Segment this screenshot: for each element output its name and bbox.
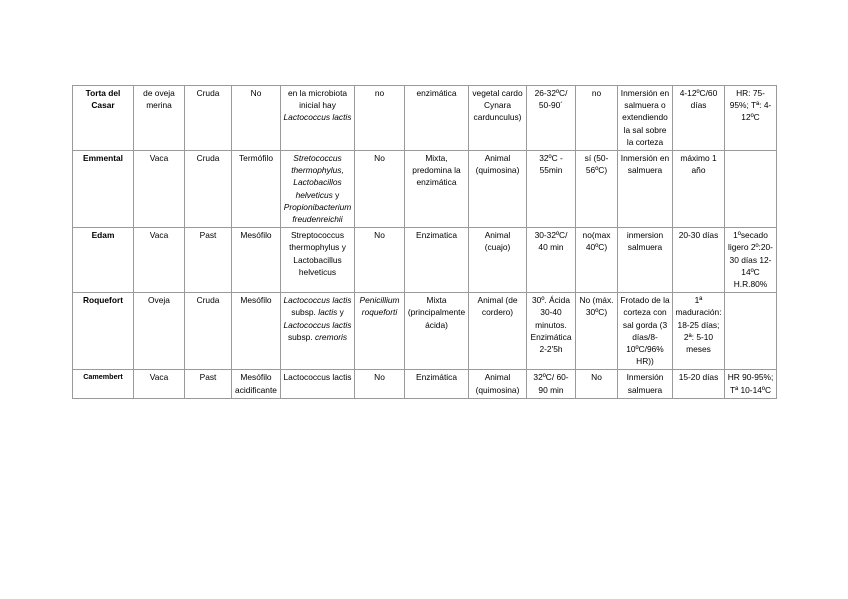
cell-text: HR: 75-95%; Tª: 4-12ºC xyxy=(729,88,772,123)
cell-rennet xyxy=(469,86,527,151)
cell-ripening-time xyxy=(673,293,725,370)
cell-text: Animal (de cordero) xyxy=(477,295,518,318)
cell-conditions xyxy=(725,370,777,398)
cell-text: Vaca xyxy=(149,230,169,241)
cell-text: Mesófilo acidificante xyxy=(235,372,277,395)
cell-text: inmersion salmuera xyxy=(626,230,664,253)
cell-mold xyxy=(355,86,405,151)
cell-text: Past xyxy=(199,372,217,383)
cell-mold xyxy=(355,228,405,293)
cell-text: 1ºsecado ligero 2º:20-30 días 12-14ºC H.R.80% xyxy=(728,230,773,290)
cell-cooking xyxy=(576,228,618,293)
microbiota-segment: en la microbiota inicial hay xyxy=(287,88,348,111)
cell-text: 26-32ºC/ 50-90´ xyxy=(534,88,568,111)
cell-conditions xyxy=(725,228,777,293)
microbiota-segment: subsp. xyxy=(287,331,315,342)
cell-mold xyxy=(355,151,405,228)
table-row xyxy=(73,370,777,398)
microbiota-segment: y xyxy=(332,189,340,200)
microbiota-segment: Lactococcus lactis xyxy=(283,112,352,123)
cell-text: 32ºC - 55min xyxy=(539,153,563,176)
cell-milk xyxy=(134,228,185,293)
cell-name xyxy=(73,151,134,228)
cell-cooking xyxy=(576,370,618,398)
cell-ripening-time xyxy=(673,228,725,293)
cell-name xyxy=(73,86,134,151)
cell-text: 30-32ºC/ 40 min xyxy=(534,230,568,253)
cell-text: 4-12ºC/60 días xyxy=(679,88,718,111)
cell-text: Vaca xyxy=(149,153,169,164)
cell-rennet xyxy=(469,151,527,228)
microbiota-segment: Lactococcus lactis xyxy=(283,295,352,306)
cell-starter xyxy=(232,370,281,398)
cell-text: no xyxy=(374,88,385,98)
cell-text: Oveja xyxy=(148,295,170,306)
cell-microbiota xyxy=(281,86,355,151)
cell-text: Edam xyxy=(91,230,115,241)
cell-text: 30º. Ácida 30-40 minutos. Enzimática 2-2'5h xyxy=(530,295,572,355)
cell-treatment xyxy=(185,228,232,293)
cell-text: sí (50-56ºC) xyxy=(584,153,609,176)
cell-temp-time xyxy=(527,151,576,228)
cell-text: enzimática xyxy=(416,88,457,98)
cell-conditions xyxy=(725,151,777,228)
cell-text: Mesófilo xyxy=(240,230,272,241)
cell-cooking xyxy=(576,151,618,228)
cell-text: 20-30 días xyxy=(678,230,719,241)
cell-coagulation xyxy=(405,370,469,398)
cell-text: Animal (quimosina) xyxy=(475,372,520,395)
cell-treatment xyxy=(185,151,232,228)
microbiota-segment: subsp. xyxy=(291,307,319,318)
cell-name xyxy=(73,228,134,293)
cell-text: no xyxy=(591,88,602,98)
cell-text: máximo 1 año xyxy=(680,153,717,176)
cell-rennet xyxy=(469,228,527,293)
cell-coagulation xyxy=(405,151,469,228)
table-row xyxy=(73,86,777,151)
cell-temp-time xyxy=(527,228,576,293)
cell-rennet xyxy=(469,370,527,398)
table-row xyxy=(73,228,777,293)
microbiota-segment: Streptococcus thermophylus y Lactobacillus helveticus xyxy=(289,230,346,277)
cell-text: 32ºC/ 60-90 min xyxy=(533,372,569,395)
cell-text: Termófilo xyxy=(239,153,273,164)
cell-text: Enzimática xyxy=(416,372,457,383)
cell-microbiota xyxy=(281,151,355,228)
cell-text: no(max 40ºC) xyxy=(582,230,611,253)
microbiota-segment: y xyxy=(337,307,344,318)
cell-rennet xyxy=(469,293,527,370)
cell-text: Past xyxy=(199,230,217,241)
cell-text: Mesófilo xyxy=(240,295,272,306)
cell-conditions xyxy=(725,86,777,151)
cell-name xyxy=(73,293,134,370)
cell-starter xyxy=(232,151,281,228)
microbiota-segment: Lactococcus lactis xyxy=(283,372,352,383)
cell-treatment xyxy=(185,86,232,151)
cell-text: Frotado de la corteza con sal gorda (3 días/8-10ºC/96% HR)) xyxy=(620,295,670,367)
cheese-comparison-table xyxy=(72,85,777,399)
cell-text: Inmersión salmuera xyxy=(626,372,664,395)
microbiota-segment: Propionibacterium freudenreichii xyxy=(283,201,352,225)
cell-text: Vaca xyxy=(149,372,169,383)
cell-salting xyxy=(618,370,673,398)
cell-milk xyxy=(134,293,185,370)
cell-text: No xyxy=(374,372,385,383)
cell-coagulation xyxy=(405,86,469,151)
cell-text: No (máx. 30ºC) xyxy=(579,295,614,318)
cell-text: Cruda xyxy=(196,153,220,164)
cell-text: Torta del Casar xyxy=(85,88,121,111)
cell-text: 1ª maduración: 18-25 días; 2ª: 5-10 meses xyxy=(675,295,722,355)
cell-text: Cruda xyxy=(196,295,220,306)
cell-temp-time xyxy=(527,370,576,398)
cell-cooking xyxy=(576,86,618,151)
cell-salting xyxy=(618,293,673,370)
cell-text: Mixta (principalmente ácida) xyxy=(407,295,466,330)
cell-text: No xyxy=(374,153,385,164)
cell-milk xyxy=(134,86,185,151)
cell-text: Mixta, predomina la enzimática xyxy=(412,153,461,188)
cell-treatment xyxy=(185,293,232,370)
cell-text: No xyxy=(250,88,262,98)
cell-mold xyxy=(355,293,405,370)
microbiota-segment: lactis xyxy=(318,307,338,318)
cell-text: Cruda xyxy=(196,88,220,98)
cell-starter xyxy=(232,228,281,293)
microbiota-segment: Lactococcus lactis xyxy=(283,319,352,330)
cell-text: Roquefort xyxy=(82,295,123,306)
cell-microbiota xyxy=(281,293,355,370)
cell-conditions xyxy=(725,293,777,370)
cell-microbiota xyxy=(281,370,355,398)
cell-ripening-time xyxy=(673,370,725,398)
microbiota-segment: cremoris xyxy=(314,331,348,342)
cell-temp-time xyxy=(527,86,576,151)
cell-starter xyxy=(232,293,281,370)
cell-mold xyxy=(355,370,405,398)
cell-text: Inmersión en salmuera xyxy=(620,153,670,176)
cell-salting xyxy=(618,151,673,228)
cell-text: Animal (cuajo) xyxy=(484,230,511,253)
cell-microbiota xyxy=(281,228,355,293)
cell-salting xyxy=(618,86,673,151)
cell-text: 15-20 días xyxy=(678,372,719,383)
cell-text: Enzimatica xyxy=(416,230,457,241)
table-row xyxy=(73,151,777,228)
cell-text: Emmental xyxy=(82,153,124,164)
cell-milk xyxy=(134,370,185,398)
cell-cooking xyxy=(576,293,618,370)
cell-temp-time xyxy=(527,293,576,370)
cell-text: Camembert xyxy=(83,372,123,382)
cell-text: HR 90-95%; Tª 10-14ºC xyxy=(727,372,774,395)
cell-text: Penicillium roqueforti xyxy=(359,295,400,318)
cell-text: Animal (quimosina) xyxy=(475,153,520,176)
cell-ripening-time xyxy=(673,151,725,228)
cell-starter xyxy=(232,86,281,151)
cell-text: No xyxy=(591,372,602,383)
cell-coagulation xyxy=(405,228,469,293)
cell-milk xyxy=(134,151,185,228)
cell-coagulation xyxy=(405,293,469,370)
cell-text: vegetal cardo Cynara cardunculus) xyxy=(472,88,523,123)
cell-text: Inmersión en salmuera o extendiendo la sal sobre la corteza xyxy=(620,88,670,147)
cell-ripening-time xyxy=(673,86,725,151)
cell-salting xyxy=(618,228,673,293)
cell-name xyxy=(73,370,134,398)
table-row xyxy=(73,293,777,370)
cell-text: No xyxy=(374,230,385,241)
cell-text: de oveja merina xyxy=(143,88,175,111)
microbiota-segment: Stretococcus thermophylus, Lactobacillos helveticus xyxy=(291,153,344,200)
cell-treatment xyxy=(185,370,232,398)
